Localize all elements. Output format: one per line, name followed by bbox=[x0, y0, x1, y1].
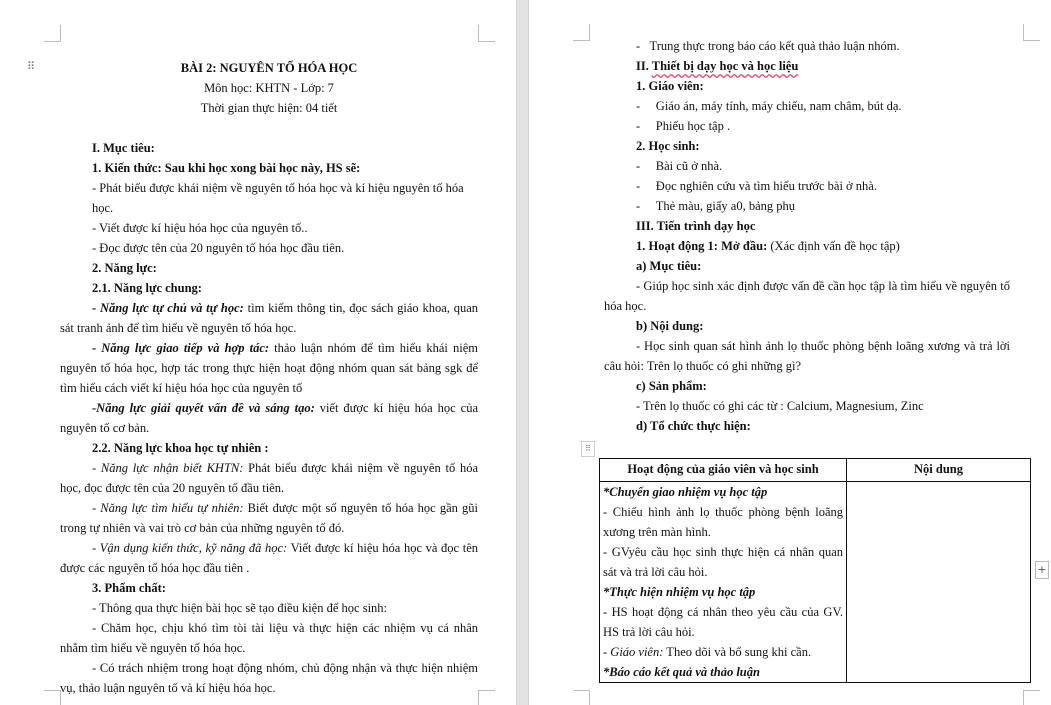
activity-heading bbox=[604, 236, 1010, 256]
table-row bbox=[600, 482, 1031, 683]
science-text: Phát biểu được khái niệm về nguyên tố hóa học, đọc được tên của 20 nguyên tố đầu tiên. bbox=[60, 461, 479, 495]
heading-general-competency: 2.1. Năng lực chung: bbox=[92, 281, 202, 295]
competency-text: tìm kiếm thông tin, đọc sách giáo khoa, quan sát tranh ảnh để tìm hiểu về nguyên tố hóa học. bbox=[60, 301, 478, 335]
step-text-body: Theo dõi và bổ sung khi cần. bbox=[663, 645, 812, 659]
list-item: - Thẻ màu, giấy a0, bảng phụ bbox=[636, 199, 795, 213]
science-item bbox=[60, 538, 478, 578]
quality-item: - Trung thực trong báo cáo kết quả thảo luận nhóm. bbox=[636, 39, 900, 53]
science-label: - Vận dụng kiến thức, kỹ năng đã học: bbox=[92, 541, 288, 555]
step-text: - Chiếu hình ảnh lọ thuốc phòng bệnh loãng xương trên màn hình. bbox=[603, 505, 843, 539]
product-text: - Trên lọ thuốc có ghi các từ : Calcium, Magnesium, Zinc bbox=[636, 399, 924, 413]
step-text bbox=[603, 642, 843, 662]
knowledge-item: - Phát biểu được khái niệm về nguyên tố hóa học và kí hiệu nguyên tố hóa học. bbox=[92, 181, 464, 215]
heading-teacher: 1. Giáo viên: bbox=[636, 79, 704, 93]
heading-organization: d) Tổ chức thực hiện: bbox=[636, 419, 751, 433]
duration-line: Thời gian thực hiện: 04 tiết bbox=[200, 101, 338, 115]
margin-mark bbox=[573, 690, 590, 705]
quality-item: - Chăm học, chịu khó tìm tòi tài liệu và thực hiện các nhiệm vụ cá nhân nhằm tìm hiểu về nguyên tố hóa học. bbox=[60, 621, 478, 655]
column-header: Nội dung bbox=[847, 459, 1031, 482]
competency-label: - Năng lực tự chủ và tự học: bbox=[92, 301, 244, 315]
knowledge-item: - Đọc được tên của 20 nguyên tố hóa học đầu tiên. bbox=[92, 241, 345, 255]
page-1-body bbox=[60, 58, 478, 698]
science-item bbox=[60, 458, 478, 498]
margin-mark bbox=[478, 690, 495, 705]
page-gap bbox=[516, 0, 529, 705]
heading-number: II. bbox=[636, 59, 652, 73]
science-item bbox=[60, 498, 478, 538]
heading-qualities: 3. Phẩm chất: bbox=[92, 581, 166, 595]
competency-item bbox=[60, 398, 478, 438]
activity-table bbox=[599, 458, 1031, 683]
margin-mark bbox=[44, 25, 61, 42]
page-2-body bbox=[604, 36, 1010, 436]
list-item: - Phiếu học tập . bbox=[636, 119, 731, 133]
list-item: - Đọc nghiên cứu và tìm hiểu trước bài ở nhà. bbox=[636, 179, 877, 193]
heading-science-competency: 2.2. Năng lực khoa học tự nhiên : bbox=[92, 441, 269, 455]
step-label: - Giáo viên: bbox=[603, 645, 664, 659]
page-2 bbox=[529, 0, 1051, 705]
lesson-title: BÀI 2: NGUYÊN TỐ HÓA HỌC bbox=[180, 61, 358, 75]
activity-text: (Xác định vấn đề học tập) bbox=[767, 239, 900, 253]
heading-process: III. Tiến trình dạy học bbox=[636, 219, 756, 233]
competency-item bbox=[60, 338, 478, 398]
margin-mark bbox=[1023, 24, 1040, 41]
step-text: - HS hoạt động cá nhân theo yêu cầu của GV. HS trả lời câu hỏi. bbox=[603, 605, 843, 639]
list-item-text: Giáo án, máy tính, máy chiếu, nam châm, bút dạ. bbox=[655, 99, 902, 113]
page-1 bbox=[0, 0, 516, 705]
list-item: - Giáo án, máy tính, máy chiếu, nam châm, bút dạ. bbox=[636, 99, 902, 113]
table-move-icon[interactable]: ⠿ bbox=[581, 441, 595, 457]
heading-product: c) Sản phẩm: bbox=[636, 379, 707, 393]
table-header-row bbox=[600, 459, 1031, 482]
heading-competency: 2. Năng lực: bbox=[92, 261, 157, 275]
list-item-text: Đọc nghiên cứu và tìm hiểu trước bài ở nhà. bbox=[655, 179, 877, 193]
science-label: - Năng lực tìm hiểu tự nhiên: bbox=[92, 501, 244, 515]
activity-label: 1. Hoạt động 1: Mở đầu: bbox=[636, 239, 768, 253]
competency-label: - Năng lực giao tiếp và hợp tác: bbox=[92, 341, 270, 355]
list-item: - Bài cũ ở nhà. bbox=[636, 159, 723, 173]
heading-content: b) Nội dung: bbox=[636, 319, 704, 333]
step-title: *Báo cáo kết quả và thảo luận bbox=[603, 665, 760, 679]
knowledge-item: - Viết được kí hiệu hóa học của nguyên tố.. bbox=[92, 221, 308, 235]
goal-text: - Giúp học sinh xác định được vấn đề cần học tập là tìm hiểu về nguyên tố hóa học. bbox=[604, 279, 1010, 313]
margin-mark bbox=[573, 24, 590, 41]
content-text: - Học sinh quan sát hình ảnh lọ thuốc phòng bệnh loãng xương và trả lời câu hỏi: Trên lọ thuốc có ghi những gì? bbox=[604, 339, 1010, 373]
heading-students: 2. Học sinh: bbox=[636, 139, 700, 153]
quality-item: - Thông qua thực hiện bài học sẽ tạo điều kiện để học sinh: bbox=[92, 601, 388, 615]
drag-handle-icon[interactable]: ⠿ bbox=[27, 61, 37, 73]
content-cell[interactable] bbox=[847, 482, 1031, 683]
list-item-text: Phiếu học tập . bbox=[655, 119, 731, 133]
list-item-text: Bài cũ ở nhà. bbox=[655, 159, 723, 173]
heading-goal: a) Mục tiêu: bbox=[636, 259, 702, 273]
plus-icon[interactable]: + bbox=[1035, 561, 1049, 579]
step-text: - GVyêu cầu học sinh thực hiện cá nhân quan sát và trả lời câu hỏi. bbox=[603, 545, 843, 579]
science-text: Viết được kí hiệu hóa học và đọc tên được các nguyên tố hóa học đầu tiên . bbox=[60, 541, 479, 575]
margin-mark bbox=[44, 690, 61, 705]
step-title: *Chuyển giao nhiệm vụ học tập bbox=[603, 485, 768, 499]
heading-equipment bbox=[604, 56, 1010, 76]
column-header: Hoạt động của giáo viên và học sinh bbox=[600, 459, 847, 482]
blank-line bbox=[60, 118, 478, 138]
heading-knowledge: 1. Kiến thức: Sau khi học xong bài học này, HS sẽ: bbox=[92, 161, 361, 175]
quality-text: Trung thực trong báo cáo kết quả thảo luận nhóm. bbox=[649, 39, 900, 53]
subject-line: Môn học: KHTN - Lớp: 7 bbox=[204, 81, 334, 95]
margin-mark bbox=[478, 25, 495, 42]
competency-item bbox=[60, 298, 478, 338]
competency-text: viết được kí hiệu hóa học của nguyên tố cơ bản. bbox=[60, 401, 478, 435]
activity-cell[interactable] bbox=[600, 482, 847, 683]
competency-text: thảo luận nhóm để tìm hiểu khái niệm nguyên tố hóa học, hợp tác trong thực hiện hoạt động nhóm quan sát bảng sgk để tìm hiểu cách viết kí hiệu hóa học của nguyên tố bbox=[60, 341, 478, 395]
list-item-text: Thẻ màu, giấy a0, bảng phụ bbox=[655, 199, 795, 213]
science-label: - Năng lực nhận biết KHTN: bbox=[92, 461, 244, 475]
step-title: *Thực hiện nhiệm vụ học tập bbox=[603, 585, 756, 599]
margin-mark bbox=[1023, 690, 1040, 705]
heading-text[interactable]: Thiết bị dạy học và học liệu bbox=[651, 59, 799, 73]
science-text: Biết được một số nguyên tố hóa học gần gũi trong tự nhiên và vai trò cơ bản của những nguyên tố đó. bbox=[60, 501, 478, 535]
quality-item: - Có trách nhiệm trong hoạt động nhóm, chủ động nhận và thực hiện nhiệm vụ, thảo luận nguyên tố và kí hiệu hóa học. bbox=[60, 661, 478, 695]
heading-objectives: I. Mục tiêu: bbox=[92, 141, 155, 155]
competency-label: -Năng lực giải quyết vấn đề và sáng tạo: bbox=[92, 401, 315, 415]
